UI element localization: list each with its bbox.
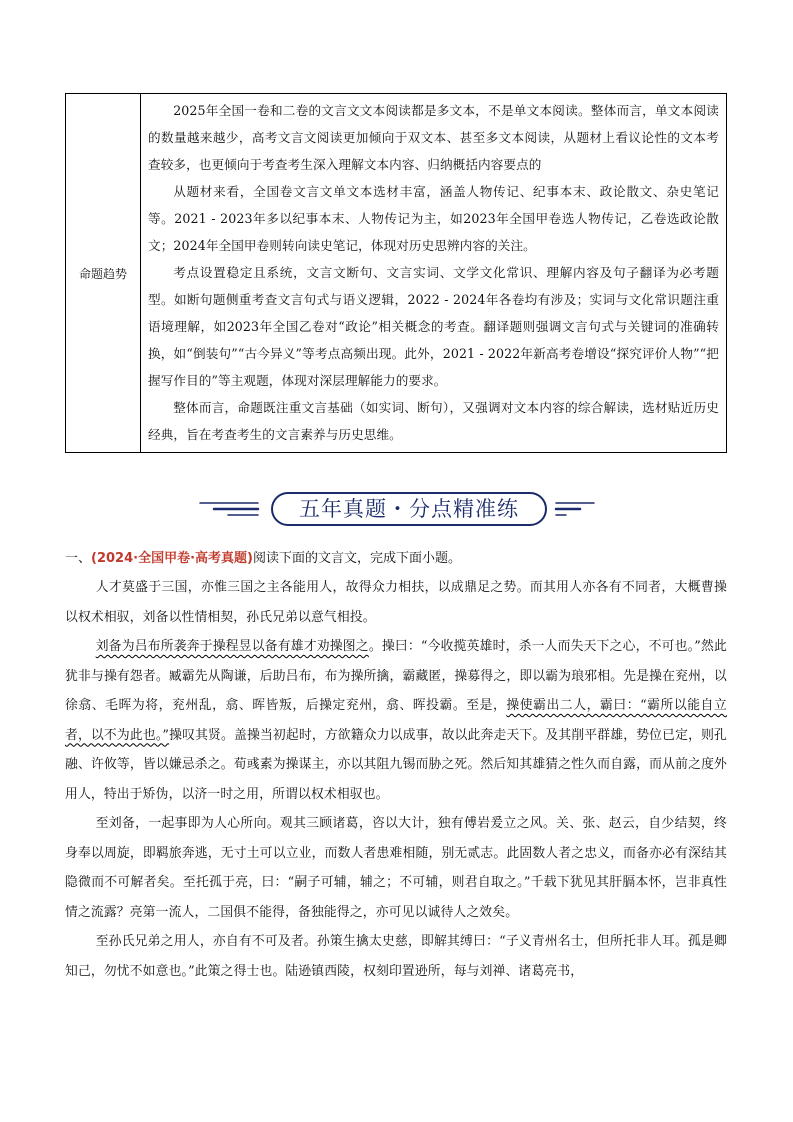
question-block	[65, 545, 727, 986]
trend-content	[141, 94, 727, 453]
passage-paragraph	[65, 632, 727, 809]
passage-text: 操叹其贤。盖操当初起时，方欲籍众力以成事，故以此奔走天下。及其削平群雄，势位已定，则孔融、许攸等，皆以嫌忌杀之。荀彧素为操谋主，亦以其阻九锡而胁之死。然后知其雄猜之性久而自露，而从前之度外用人，特出于矫伪，以济一时之用，所谓以权术相驭也。	[65, 727, 727, 802]
trend-label: 命题趋势	[66, 94, 141, 453]
question-number: 一、	[65, 551, 92, 566]
trend-table	[65, 93, 727, 453]
underlined-sentence: 刘备为吕布所袭奔于操程昱以备有雄才劝操图之	[95, 639, 369, 654]
passage-paragraph: 人才莫盛于三国，亦惟三国之主各能用人，故得众力相扶，以成鼎足之势。而其用人亦各有不同者，大概曹操以权术相驭，刘备以性情相契，孙氏兄弟以意气相投。	[65, 580, 727, 625]
trend-paragraph: 考点设置稳定且系统，文言文断句、文言实词、文学文化常识、理解内容及句子翻译为必考题型。如断句题侧重考查文言句式与语义逻辑，2022 - 2024年各卷均有涉及；实词与文化常识题注重语境理解，如2023年全国乙卷对“政论”相关概念的考查。翻译题则强调文言句式与关键词的准确转换，如“倒装句”“古今异义”等考点高频出现。此外，2021 - 2022年新高考卷增设“探究评价人物”“把握写作目的”等主观题，体现对深层理解能力的要求。	[148, 265, 719, 388]
underlined-sentence: 操使霸出二人，霸曰：“霸所以能自立者，以不为此也。”	[65, 698, 727, 743]
section-title: 五年真题・分点精准练	[299, 497, 519, 521]
trend-paragraph: 整体而言，命题既注重文言基础（如实词、断句），又强调对文本内容的综合解读，选材贴近历史经典，旨在考查考生的文言素养与历史思维。	[148, 400, 719, 442]
passage-paragraph: 至刘备，一起事即为人心所向。观其三顾诸葛，咨以大计，独有傅岩爰立之风。关、张、赵云，自少结契，终身奉以周旋，即羁旅奔逃，无寸土可以立业，而数人者患难相随，别无贰志。此固数人者之忠义，而备亦必有深结其隐微而不可解者矣。至托孤于亮，曰：“嗣子可辅，辅之；不可辅，则君自取之。”千载下犹见其肝膈本怀，岂非真性情之流露？亮第一流人，二国俱不能得，备独能得之，亦可见以诚待人之效矣。	[65, 816, 727, 920]
passage-paragraph: 至孙氏兄弟之用人，亦自有不可及者。孙策生擒太史慈，即解其缚曰：“子义青州名士，但所托非人耳。孤是卿知己，勿忧不如意也。”此策之得士也。陆逊镇西陵，权刻印置逊所，每与刘禅、诸葛亮书，	[65, 934, 727, 979]
question-instruction: 阅读下面的文言文，完成下面小题。	[252, 551, 461, 566]
question-source: (2024·全国甲卷·高考真题)	[91, 551, 253, 566]
trend-paragraph: 2025年全国一卷和二卷的文言文文本阅读都是多文本，不是单文本阅读。整体而言，单文本阅读的数量越来越少，高考文言文阅读更加倾向于双文本、甚至多文本阅读，从题材上看议论性的文本考查较多，也更倾向于考查考生深入理解文本内容、归纳概括内容要点的	[148, 103, 719, 172]
trend-paragraph: 从题材来看，全国卷文言文单文本选材丰富，涵盖人物传记、纪事本末、政论散文、杂史笔记等。2021 - 2023年多以纪事本末、人物传记为主，如2023年全国甲卷选人物传记，乙卷选政论散文；2024年全国甲卷则转向读史笔记，体现对历史思辨内容的关注。	[148, 184, 719, 253]
section-banner	[0, 490, 793, 528]
question-header	[65, 545, 727, 573]
passage-text: 。操曰：“今收揽英雄时，杀一人而失天下之心，不可也。”然此犹非与操有怨者。臧霸先从陶谦，后助吕布，布为操所擒，霸藏匿，操募得之，即以霸为琅邪相。先是操在兖州，以徐翕、毛晖为将，兖州乱，翕、晖皆叛，后操定兖州，翕、晖投霸。至是，	[65, 639, 727, 713]
